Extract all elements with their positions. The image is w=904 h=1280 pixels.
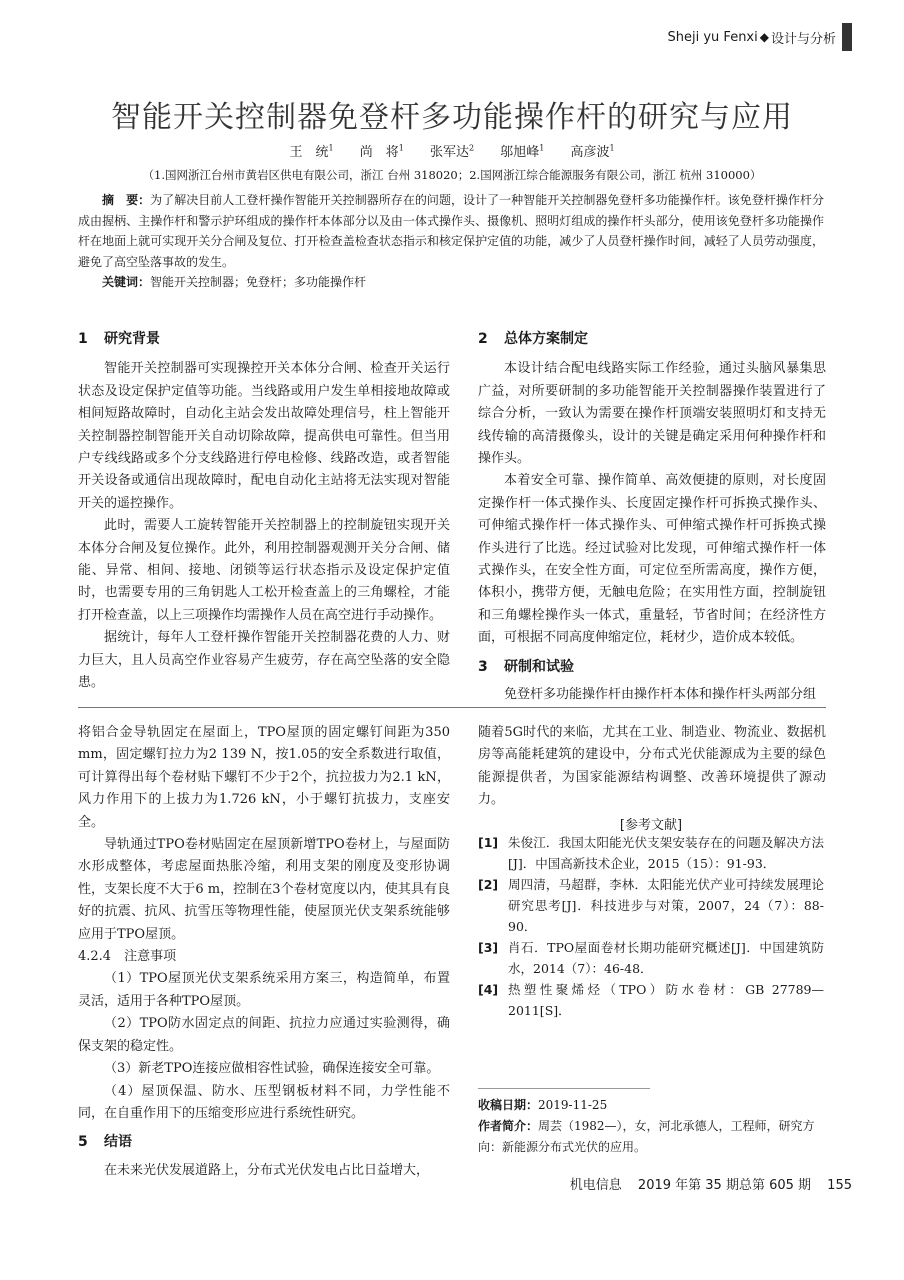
paragraph: 将铝合金导轨固定在屋面上，TPO屋顶的固定螺钉间距为350 mm，固定螺钉拉力为2 139 N，按1.05的安全系数进行取值，可计算得出每个卷材贴下螺钉不少于2个，抗拉拔力为2.1 kN，风力作用下的上拔力为1.726 kN，小于螺钉抗拔力，支座安全。 <box>78 725 450 830</box>
paragraph: 本着安全可靠、操作简单、高效便捷的原则，对长度固定操作杆一体式操作头、长度固定操作杆可拆换式操作头、可伸缩式操作杆一体式操作头、可伸缩式操作杆可拆换式操作头进行了比选。经过试验对比发现，可伸缩式操作杆一体式操作头，在安全性方面，可定位至所需高度，操作方便，体积小，携带方便，无触电危险；在实用性方面，控制旋钮和三角螺栓操作头一体式，重量轻，节省时间；在经济性方面，可根据不同高度伸缩定位，耗材少，造价成本较低。 <box>478 473 826 646</box>
reference-item: [1] 朱俊江．我国太阳能光伏支架安装存在的问题及解决方法[J]．中国高新技术企业，2015（15）：91-93． <box>478 835 824 871</box>
author-list <box>0 141 904 160</box>
list-item: （1）TPO屋顶光伏支架系统采用方案三，构造简单，布置灵活，适用于各种TPO屋顶。 <box>78 971 450 1009</box>
author-2: 尚 将$^1$ <box>359 143 404 160</box>
section-1-heading: 1 研究背景 <box>78 331 160 347</box>
footnote-rule <box>478 1088 650 1089</box>
received-date: 收稿日期：2019-11-25 <box>478 1098 608 1112</box>
list-item: （2）TPO防水固定点的间距、抗拉力应通过实验测得，确保支架的稳定性。 <box>78 1016 450 1054</box>
author-bio: 作者简介：周芸（1982—），女，河北承德人，工程师，研究方向：新能源分布式光伏的应用。 <box>478 1119 815 1154</box>
section-5-heading: 5 结语 <box>78 1134 132 1151</box>
paragraph: 据统计，每年人工登杆操作智能开关控制器花费的人力、财力巨大，且人员高空作业容易产生疲劳，存在高空坠落的安全隐患。 <box>78 630 450 691</box>
footnote <box>478 1095 828 1158</box>
upper-right-column <box>478 328 826 707</box>
references-title: [参考文献] <box>619 818 683 833</box>
paragraph: 此时，需要人工旋转智能开关控制器上的控制旋钮实现开关本体分合闸及复位操作。此外，利用控制器观测开关分合闸、储能、异常、相间、接地、闭锁等运行状态指示及设定保护定值时，也需要专用的三角钥匙人工松开检查盖上的三角螺栓，才能打开检查盖，以上三项操作均需操作人员在高空进行手动操作。 <box>78 518 450 623</box>
footer-issue: 2019 年第 35 期总第 605 期 <box>637 1178 812 1193</box>
footer-journal: 机电信息 <box>569 1178 622 1193</box>
abstract-label: 摘 要： <box>102 193 151 207</box>
header-pinyin: Sheji yu Fenxi <box>667 29 758 45</box>
keywords-label: 关键词： <box>102 275 151 289</box>
reference-item: [3] 肖石．TPO屋面卷材长期功能研究概述[J]．中国建筑防水，2014（7）：46-48． <box>478 940 824 976</box>
lower-right-column <box>478 722 826 812</box>
author-5: 高彦波$^1$ <box>570 143 615 160</box>
subsection-heading: 4.2.4 注意事项 <box>78 949 177 965</box>
abstract-text: 为了解决目前人工登杆操作智能开关控制器所存在的问题，设计了一种智能开关控制器免登杆多功能操作杆。该免登杆操作杆分成由握柄、主操作杆和警示护环组成的操作杆本体部分以及由一体式操作头、摄像机、照明灯组成的操作杆头部分，使用该免登杆多功能操作杆在地面上就可实现开关分合闸及复位、打开检查盖检查状态指示和核定保护定值的功能，减少了人员登杆操作时间，减轻了人员劳动强度，避免了高空坠落事故的发生。 <box>78 193 824 269</box>
paragraph: 本设计结合配电线路实际工作经验，通过头脑风暴集思广益，对所要研制的多功能智能开关控制器操作装置进行了综合分析，一致认为需要在操作杆顶端安装照明灯和支持无线传输的高清摄像头，设计的关键是确定采用何种操作杆和操作头。 <box>478 361 826 467</box>
keywords <box>78 272 824 292</box>
section-2-heading: 2 总体方案制定 <box>478 331 588 347</box>
author-4: 邬旭峰$^1$ <box>500 143 545 160</box>
running-header <box>668 22 852 52</box>
paper-title: 智能开关控制器免登杆多功能操作杆的研究与应用 <box>111 100 793 135</box>
paragraph: 免登杆多功能操作杆由操作杆本体和操作杆头两部分组 <box>504 687 817 703</box>
abstract <box>78 190 824 272</box>
header-column-name: 设计与分析 <box>770 31 836 47</box>
upper-left-column <box>78 328 450 695</box>
header-bar-mark <box>842 23 852 51</box>
paragraph: 导轨通过TPO卷材贴固定在屋顶新增TPO卷材上，与屋面防水形成整体，考虑屋面热胀冷缩，利用支架的刚度及变形协调性，支架长度不大于6 m，控制在3个卷材宽度以内，使其具有良好的抗震、抗风、抗雪压等物理性能，使屋顶光伏支架系统能够应用于TPO屋顶。 <box>78 837 450 942</box>
section-3-heading: 3 研制和试验 <box>478 658 574 675</box>
keywords-text: 智能开关控制器；免登杆；多功能操作杆 <box>150 275 367 289</box>
author-1: 王 统$^1$ <box>289 143 334 160</box>
affiliation: （1.国网浙江台州市黄岩区供电有限公司，浙江 台州 318020；2.国网浙江综合能源服务有限公司，浙江 杭州 310000） <box>142 168 762 182</box>
list-item: （3）新老TPO连接应做相容性试验，确保连接安全可靠。 <box>104 1061 440 1077</box>
lower-left-column <box>78 722 450 1182</box>
page-divider <box>78 707 826 708</box>
reference-item: [4] 热塑性聚烯烃（TPO）防水卷材：GB 27789—2011[S]． <box>478 982 824 1018</box>
page-number: 155 <box>827 1178 852 1193</box>
reference-item: [2] 周四清，马超群，李林．太阳能光伏产业可持续发展理论研究思考[J]．科技进步与对策，2007，24（7）：88-90． <box>478 877 824 934</box>
running-footer <box>558 1174 852 1193</box>
diamond-icon: ◆ <box>759 30 769 44</box>
paragraph: 在未来光伏发展道路上，分布式光伏发电占比日益增大， <box>104 1162 430 1178</box>
list-item: （4）屋顶保温、防水、压型钢板材料不同，力学性能不同，在自重作用下的压缩变形应进行系统性研究。 <box>78 1083 450 1121</box>
paragraph: 随着5G时代的来临，尤其在工业、制造业、物流业、数据机房等高能耗建筑的建设中，分布式光伏能源成为主要的绿色能源提供者，为国家能源结构调整、改善环境提供了源动力。 <box>478 725 826 808</box>
author-3: 张军达$^2$ <box>429 143 475 160</box>
references-list <box>478 832 824 1021</box>
paragraph: 智能开关控制器可实现操控开关本体分合闸、检查开关运行状态及设定保护定值等功能。当线路或用户发生单相接地故障或相间短路故障时，自动化主站会发出故障处理信号，柱上智能开关控制器控制智能开关自动切除故障，提高供电可靠性。但当用户专线线路或多个分支线路进行停电检修、线路改造，或者智能开关设备或通信出现故障时，配电自动化主站将无法实现对智能开关的遥控操作。 <box>78 361 450 511</box>
